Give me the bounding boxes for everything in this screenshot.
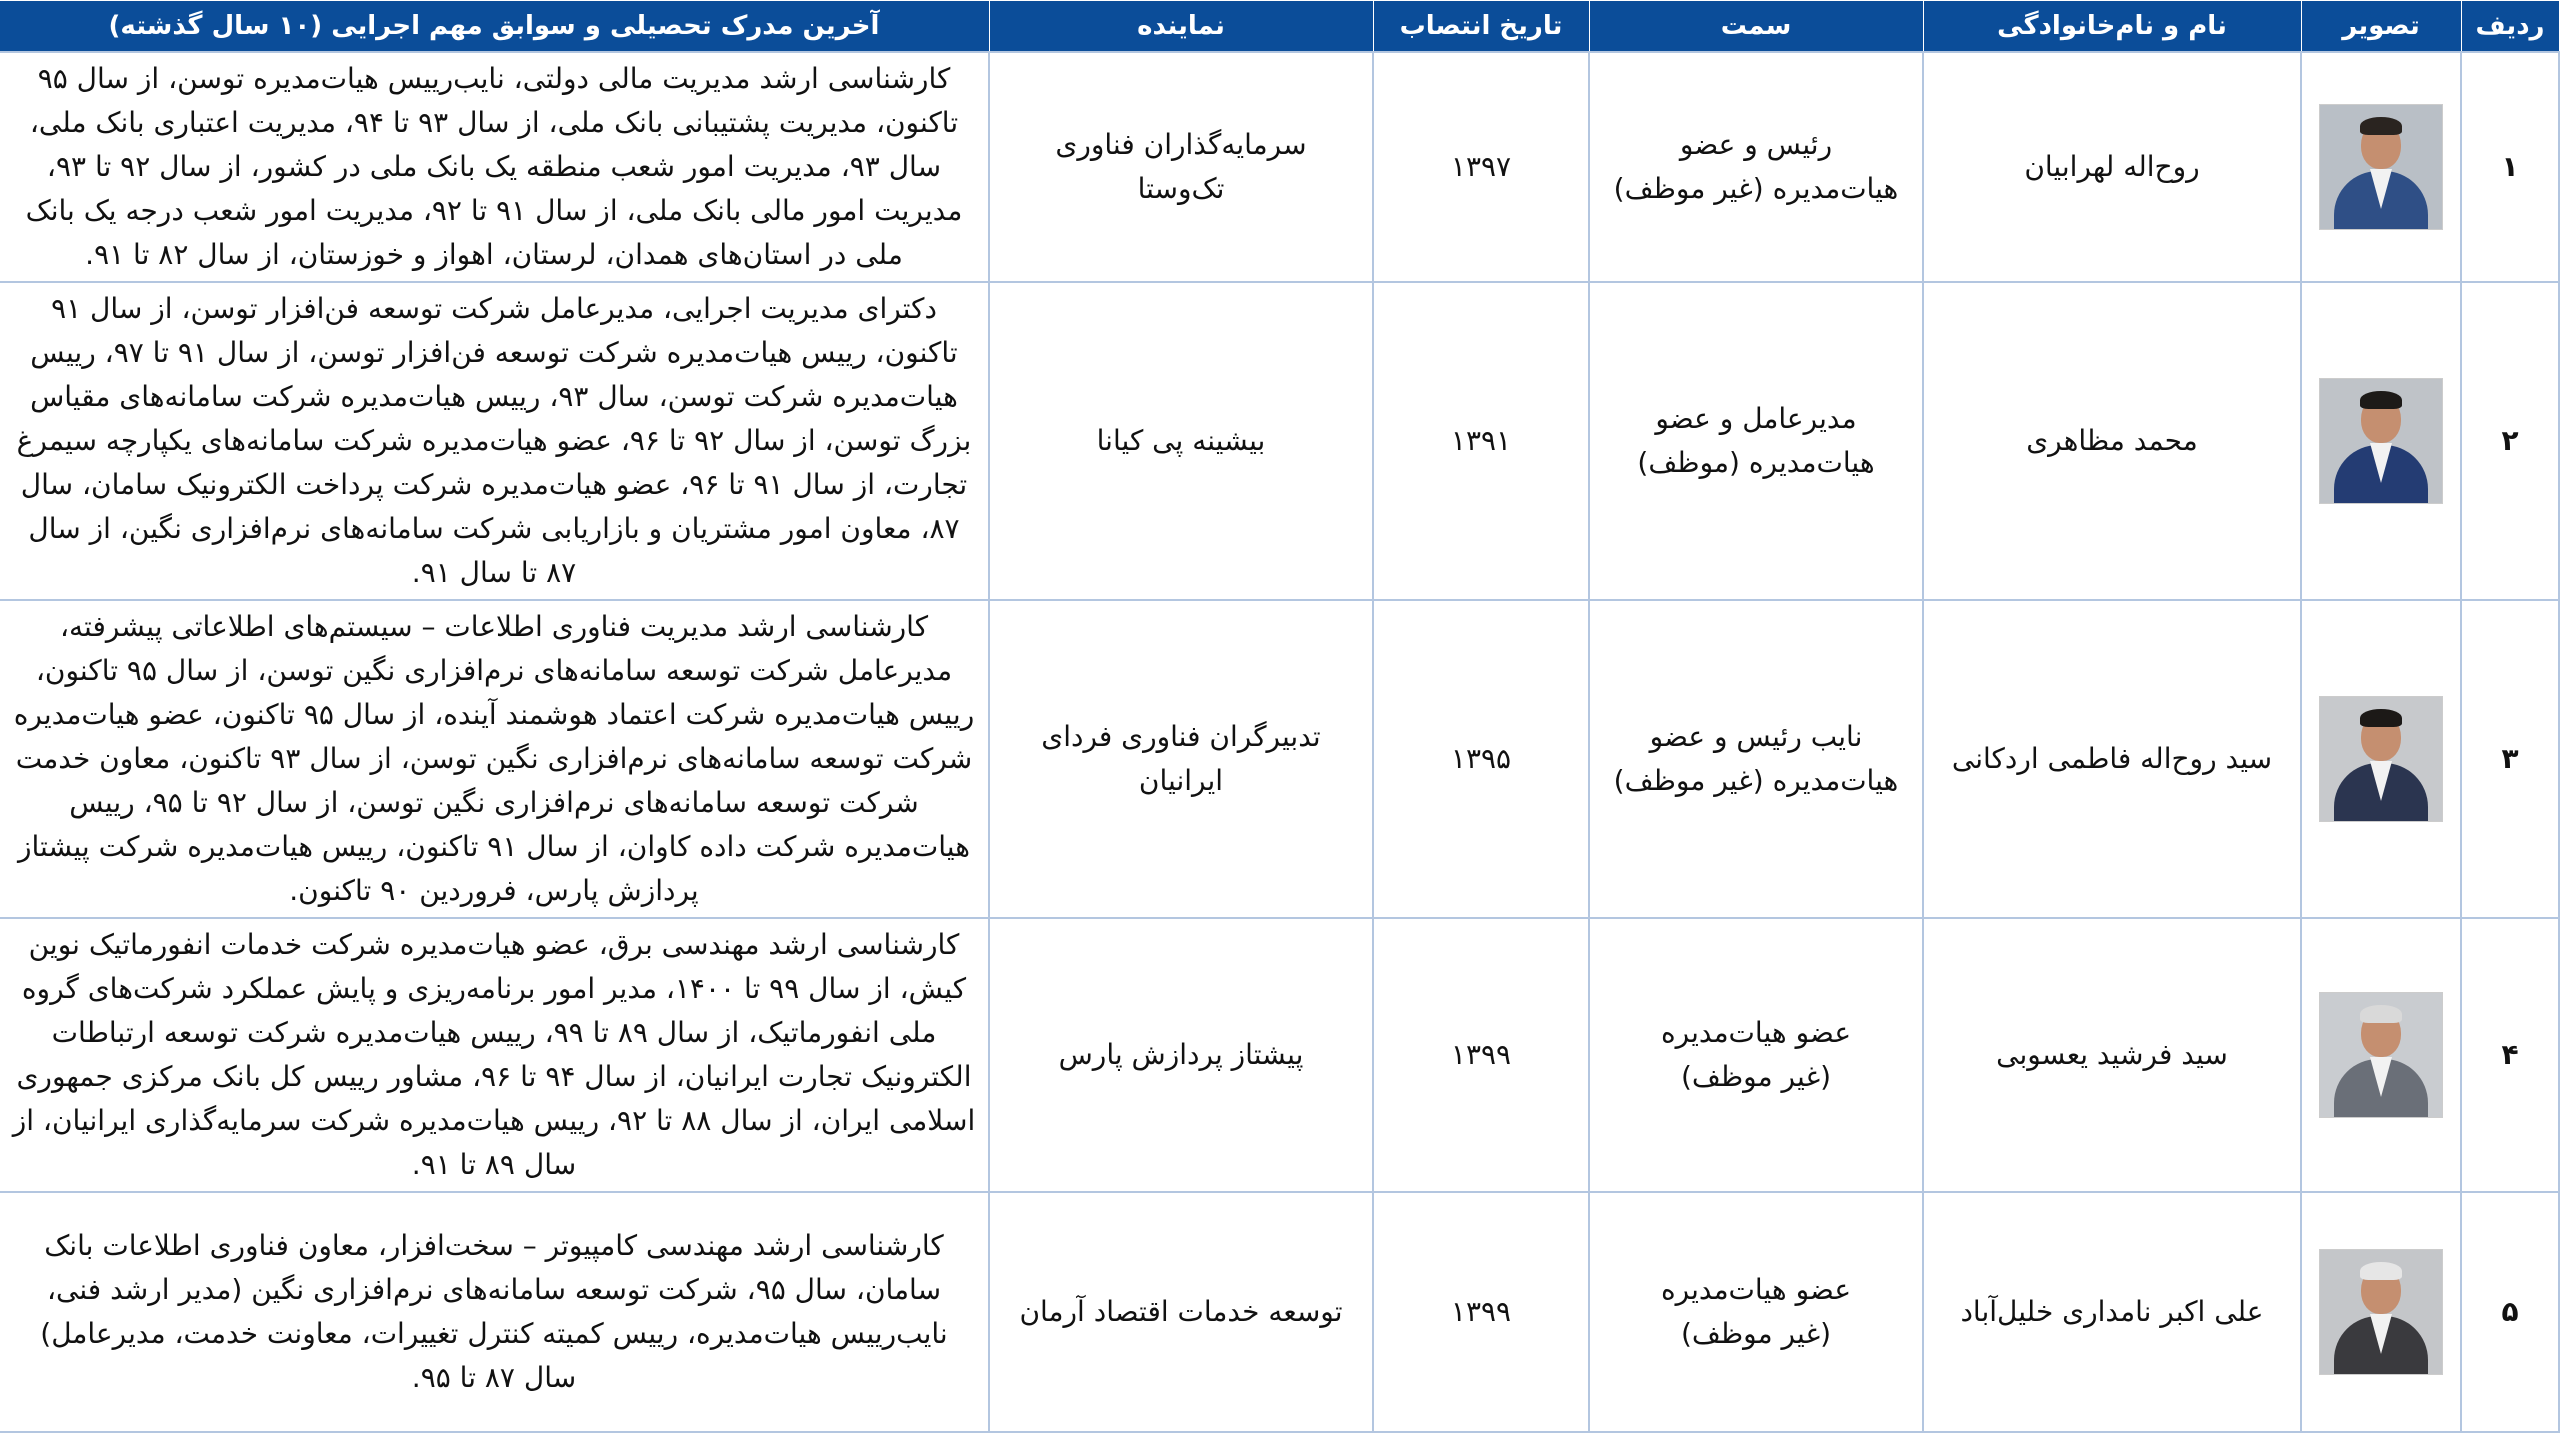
position-line: نایب رئیس و عضو: [1649, 720, 1863, 753]
person-photo-icon: [2319, 104, 2443, 230]
member-name: محمد مظاهری: [1923, 282, 2301, 600]
representative: [989, 918, 1373, 1192]
photo-cell: [2301, 282, 2461, 600]
member-position: [1589, 52, 1923, 282]
representative: [989, 52, 1373, 282]
position-line: عضو هیات‌مدیره: [1660, 1016, 1852, 1049]
header-education-history: آخرین مدرک تحصیلی و سوابق مهم اجرایی (۱۰ سال گذشته): [0, 1, 989, 53]
table-row: [0, 1192, 2559, 1432]
table-row: [0, 600, 2559, 918]
person-photo-icon: [2319, 992, 2443, 1118]
education-history: کارشناسی ارشد مهندسی برق، عضو هیات‌مدیره شرکت خدمات انفورماتیک نوین کیش، از سال ۹۹ تا ۱۴۰۰، مدیر امور برنامه‌ریزی و پایش عملکرد شرکت‌های گروه ملی انفورماتیک، از سال ۸۹ تا ۹۹، رییس هیات‌مدیره شرکت توسعه ارتباطات الکترونیک تجارت ایرانیان، از سال ۹۴ تا ۹۶، مشاور رییس کل بانک مرکزی جمهوری اسلامی ایران، از سال ۸۸ تا ۹۲، رییس هیات‌مدیره شرکت سرمایه‌گذاری ایرانیان، از سال ۸۹ تا ۹۱.: [0, 918, 989, 1192]
position-line: مدیرعامل و عضو: [1655, 402, 1857, 435]
header-photo: تصویر: [2301, 1, 2461, 53]
education-history: کارشناسی ارشد مدیریت مالی دولتی، نایب‌رییس هیات‌مدیره توسن، از سال ۹۵ تاکنون، مدیریت پشتیبانی بانک ملی، از سال ۹۳ تا ۹۴، مدیریت اعتباری بانک ملی، سال ۹۳، مدیریت امور شعب منطقه یک بانک ملی در کشور، از سال ۹۲ تا ۹۳، مدیریت امور مالی بانک ملی، از سال ۹۱ تا ۹۲، مدیریت امور شعب درجه یک بانک ملی در استان‌های همدان، لرستان، اهواز و خوزستان، از سال ۸۲ تا ۹۱.: [0, 52, 989, 282]
member-position: [1589, 1192, 1923, 1432]
position-line: هیات‌مدیره (غیر موظف): [1613, 764, 1899, 797]
row-number: ۵: [2461, 1192, 2559, 1432]
header-name: نام و نام‌خانوادگی: [1923, 1, 2301, 53]
representative-line: بیشینه پی کیانا: [1096, 424, 1266, 457]
member-position: [1589, 600, 1923, 918]
position-line: (غیر موظف): [1680, 1060, 1832, 1093]
position-line: هیات‌مدیره (غیر موظف): [1613, 172, 1899, 205]
member-name: روح‌اله لهرابیان: [1923, 52, 2301, 282]
header-position: سمت: [1589, 1, 1923, 53]
member-position: [1589, 282, 1923, 600]
representative-line: تک‌وستا: [1137, 172, 1225, 205]
row-number: ۴: [2461, 918, 2559, 1192]
appointment-date: ۱۳۹۱: [1373, 282, 1589, 600]
representative: [989, 282, 1373, 600]
row-number: ۱: [2461, 52, 2559, 282]
representative-line: تدبیرگران فناوری فردای: [1041, 720, 1321, 753]
appointment-date: ۱۳۹۹: [1373, 1192, 1589, 1432]
person-photo-icon: [2319, 1249, 2443, 1375]
appointment-date: ۱۳۹۷: [1373, 52, 1589, 282]
position-line: عضو هیات‌مدیره: [1660, 1273, 1852, 1306]
photo-cell: [2301, 600, 2461, 918]
position-line: (غیر موظف): [1680, 1317, 1832, 1350]
education-history: کارشناسی ارشد مدیریت فناوری اطلاعات – سیستم‌های اطلاعاتی پیشرفته، مدیرعامل شرکت توسعه سامانه‌های نرم‌افزاری نگین توسن، از سال ۹۵ تاکنون، رییس هیات‌مدیره شرکت اعتماد هوشمند آینده، از سال ۹۵ تاکنون، عضو هیات‌مدیره شرکت توسعه سامانه‌های نرم‌افزاری نگین توسن، از سال ۹۳ تاکنون، معاون خدمت شرکت توسعه سامانه‌های نرم‌افزاری نگین توسن، از سال ۹۲ تا ۹۵، رییس هیات‌مدیره شرکت داده کاوان، از سال ۹۱ تاکنون، رییس هیات‌مدیره شرکت پیشتاز پردازش پارس، فروردین ۹۰ تاکنون.: [0, 600, 989, 918]
position-line: هیات‌مدیره (موظف): [1637, 446, 1875, 479]
representative-line: ایرانیان: [1138, 764, 1224, 797]
photo-cell: [2301, 1192, 2461, 1432]
member-name: علی اکبر نامداری خلیل‌آباد: [1923, 1192, 2301, 1432]
person-photo-icon: [2319, 696, 2443, 822]
table-row: [0, 918, 2559, 1192]
member-position: [1589, 918, 1923, 1192]
header-row: [0, 1, 2559, 53]
education-history: کارشناسی ارشد مهندسی کامپیوتر – سخت‌افزار، معاون فناوری اطلاعات بانک سامان، سال ۹۵، شرکت توسعه سامانه‌های نرم‌افزاری نگین (مدیر ارشد فنی، نایب‌رییس هیات‌مدیره، رییس کمیته کنترل تغییرات، معاونت خدمت، مدیرعامل) سال ۸۷ تا ۹۵.: [0, 1192, 989, 1432]
position-line: رئیس و عضو: [1679, 128, 1833, 161]
row-number: ۳: [2461, 600, 2559, 918]
representative: [989, 600, 1373, 918]
photo-cell: [2301, 918, 2461, 1192]
member-name: سید روح‌اله فاطمی اردکانی: [1923, 600, 2301, 918]
row-number: ۲: [2461, 282, 2559, 600]
representative: [989, 1192, 1373, 1432]
header-row-number: ردیف: [2461, 1, 2559, 53]
table-row: [0, 52, 2559, 282]
table-row: [0, 282, 2559, 600]
photo-cell: [2301, 52, 2461, 282]
appointment-date: ۱۳۹۹: [1373, 918, 1589, 1192]
member-name: سید فرشید یعسوبی: [1923, 918, 2301, 1192]
education-history: دکترای مدیریت اجرایی، مدیرعامل شرکت توسعه فن‌افزار توسن، از سال ۹۱ تاکنون، رییس هیات‌مدیره شرکت توسعه فن‌افزار توسن، از سال ۹۱ تا ۹۷، رییس هیات‌مدیره شرکت توسن، سال ۹۳، رییس هیات‌مدیره شرکت سامانه‌های مقیاس بزرگ توسن، از سال ۹۲ تا ۹۶، عضو هیات‌مدیره شرکت سامانه‌های یکپارچه سیمرغ تجارت، از سال ۹۱ تا ۹۶، عضو هیات‌مدیره شرکت پرداخت الکترونیک سامان، سال ۸۷، معاون امور مشتریان و بازاریابی شرکت سامانه‌های نرم‌افزاری نگین، از سال ۸۷ تا سال ۹۱.: [0, 282, 989, 600]
representative-line: توسعه خدمات اقتصاد آرمان: [1019, 1295, 1343, 1328]
header-appointment-date: تاریخ انتصاب: [1373, 1, 1589, 53]
header-representative: نماینده: [989, 1, 1373, 53]
representative-line: سرمایه‌گذاران فناوری: [1055, 128, 1307, 161]
representative-line: پیشتاز پردازش پارس: [1058, 1038, 1304, 1071]
person-photo-icon: [2319, 378, 2443, 504]
appointment-date: ۱۳۹۵: [1373, 600, 1589, 918]
